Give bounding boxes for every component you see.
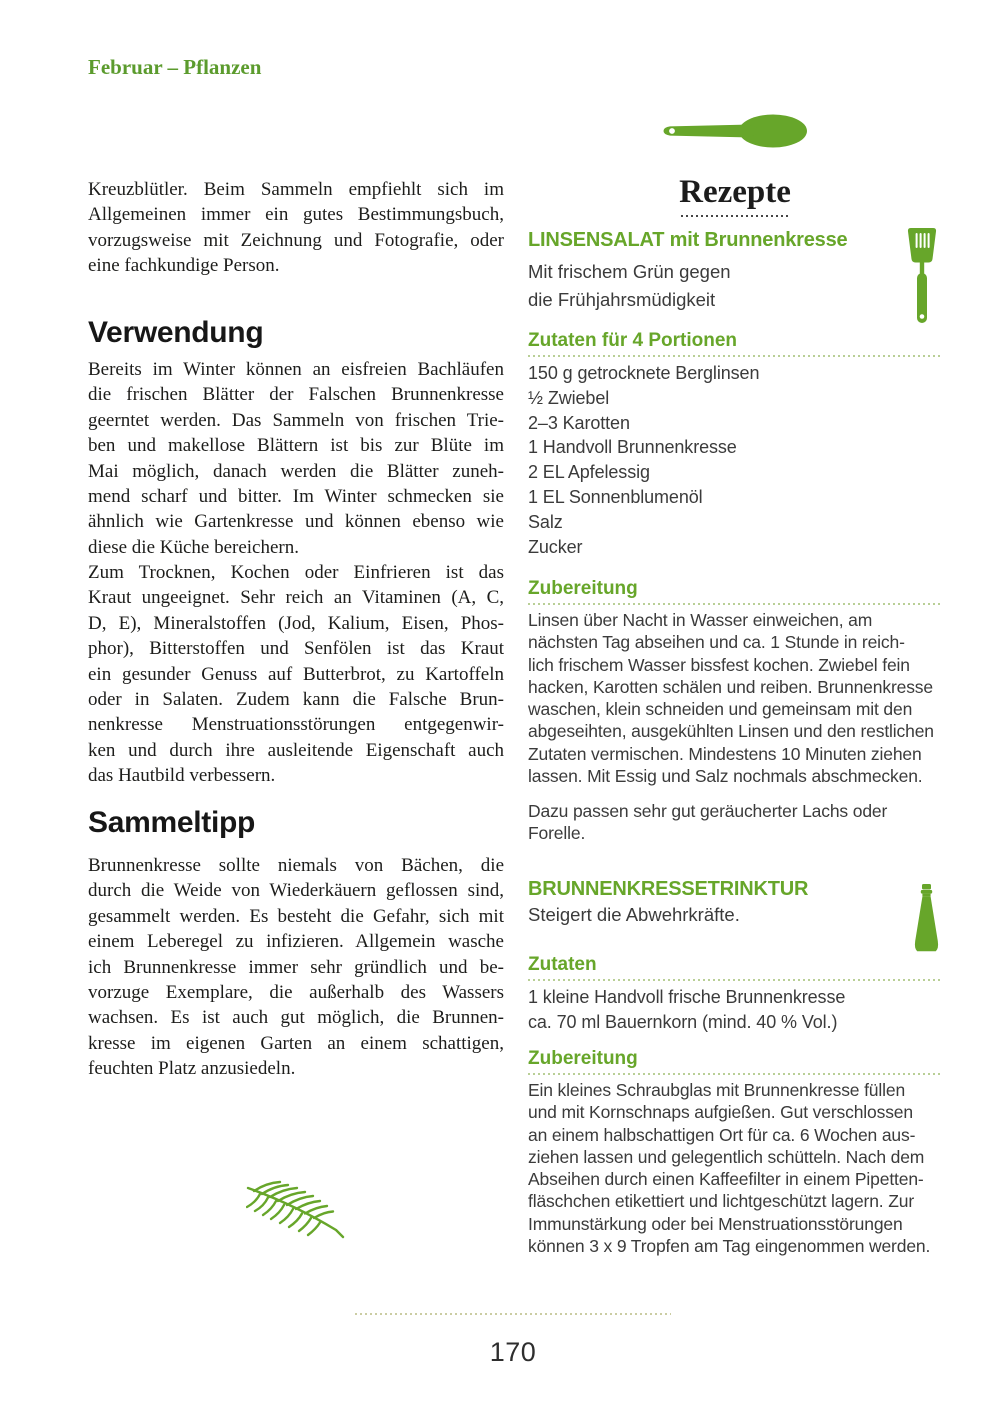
preparation-rule-1 — [528, 603, 942, 605]
text-line: Linsen über Nacht in Wasser einweichen, am — [528, 610, 873, 630]
preparation-text-1 — [528, 609, 942, 787]
text-line: ken und durch ihre ausleitende Eigenschaft auch — [88, 739, 504, 761]
text-line: nenkresse Menstruationsstörungen entgegenwir- — [88, 714, 504, 736]
text-line: Zum Trocknen, Kochen oder Einfrieren ist das — [88, 562, 504, 583]
preparation-heading-1: Zubereitung — [528, 578, 638, 599]
text-line: die Frühjahrsmüdigkeit — [528, 289, 716, 310]
text-line: 150 g getrocknete Berglinsen — [528, 363, 760, 383]
text-line: einem Leberegel zu infizieren. Allgemein wasche — [88, 931, 504, 953]
text-line: Zucker — [528, 536, 583, 557]
recipe-subtitle-tinktur: Steigert die Abwehrkräfte. — [528, 904, 740, 925]
text-line: Mit frischem Grün gegen — [528, 261, 731, 282]
text-line: 2–3 Karotten — [528, 412, 630, 433]
text-line: 1 kleine Handvoll frische Brunnenkresse — [528, 987, 846, 1007]
ingredients-rule-2 — [528, 979, 942, 981]
ingredients-rule-1 — [528, 355, 942, 357]
text-line: ein gesunder Genuss auf Butterbrot, zu Kartoffeln — [88, 663, 504, 685]
recipe-name-tinktur: BRUNNENKRESSETRINKTUR — [528, 878, 809, 900]
text-line: Mai möglich, danach werden die Blätter zuneh- — [88, 460, 504, 482]
text-line: fläschchen etikettiert und lichtgeschützt lagern. Zur — [528, 1191, 915, 1212]
section-heading-sammeltipp: Sammeltipp — [88, 806, 256, 839]
text-line: abgeseihten, ausgekühlten Linsen und den restlichen — [528, 721, 934, 742]
text-line: Bereits im Winter können an eisfreien Bachläufen — [88, 359, 504, 380]
section-heading-verwendung: Verwendung — [88, 316, 264, 349]
text-line: nächsten Tag abseihen und ca. 1 Stunde in reich- — [528, 632, 905, 653]
text-line: 1 Handvoll Brunnenkresse — [528, 437, 737, 458]
text-line: phor), Bitterstoffen und Senfölen ist das Kraut — [88, 638, 504, 660]
text-line: Kreuzblütler. Beim Sammeln empfiehlt sich im — [88, 179, 504, 200]
spoon-icon — [660, 114, 808, 148]
text-line: Dazu passen sehr gut geräucherter Lachs oder — [528, 801, 888, 821]
text-line: ich Brunnenkresse immer sehr gründlich und be- — [88, 956, 504, 978]
text-line: die frischen Blätter der Falschen Brunnenkresse — [88, 384, 504, 406]
text-line: oder in Salaten. Zudem kann die Falsche Brun- — [88, 689, 504, 711]
text-line: waschen, klein schneiden und gemeinsam mit den — [528, 699, 913, 720]
text-line: diese die Küche bereichern. — [88, 536, 300, 558]
text-line: hacken, Karotten schälen und reiben. Brunnenkresse — [528, 676, 933, 697]
text-line: Kraut ungeeignet. Sehr reich an Vitaminen (A, C, — [88, 587, 504, 609]
verwendung-paragraph-1 — [88, 357, 504, 560]
text-line: vorzugsweise mit Zeichnung und Fotografie, oder — [88, 229, 504, 251]
text-line: das Hautbild verbessern. — [88, 765, 276, 787]
serving-note — [528, 800, 942, 845]
text-line: ähnlich wie Gartenkresse und können ebenso wie — [88, 511, 504, 533]
text-line: feuchten Platz anzusiedeln. — [88, 1058, 296, 1080]
intro-paragraph — [88, 177, 504, 279]
recipes-title-underline — [681, 215, 789, 217]
text-line: lassen. Mit Essig und Salz nochmals abschmecken. — [528, 766, 923, 787]
recipe-subtitle-linsensalat — [528, 258, 888, 314]
ingredients-list-2 — [528, 985, 942, 1035]
text-line: können 3 x 9 Tropfen am Tag eingenommen werden. — [528, 1236, 931, 1257]
text-line: ziehen lassen und gelegentlich schütteln. Nach dem — [528, 1146, 925, 1167]
text-line: Brunnenkresse sollte niemals von Bächen, die — [88, 855, 504, 876]
ingredients-heading-2: Zutaten — [528, 954, 597, 975]
text-line: eine fachkundige Person. — [88, 255, 280, 277]
fern-branch-icon — [246, 1180, 346, 1244]
preparation-text-2 — [528, 1079, 942, 1257]
page-header: Februar – Pflanzen — [88, 55, 262, 79]
text-line: Allgemeinen immer ein gutes Bestimmungsbuch, — [88, 204, 504, 226]
text-line: 1 EL Sonnenblumenöl — [528, 486, 703, 507]
text-line: geerntet werden. Das Sammeln von frischen Trie- — [88, 409, 504, 431]
spatula-icon — [906, 228, 938, 324]
text-line: lich frischem Wasser bissfest kochen. Zwiebel fein — [528, 654, 910, 675]
text-line: kresse im eigenen Garten an einem schattigen, — [88, 1032, 504, 1054]
text-line: vorzuge Exemplare, die außerhalb des Wassers — [88, 982, 504, 1004]
text-line: Abseihen durch einen Kaffeefilter in einem Pipetten- — [528, 1169, 924, 1190]
text-line: D, E), Mineralstoffen (Jod, Kalium, Eisen, Phos- — [88, 612, 504, 634]
ingredients-list-1 — [528, 361, 942, 559]
text-line: durch die Weide von Wiederkäuern geflossen sind, — [88, 880, 504, 902]
bottle-icon — [912, 884, 941, 962]
text-line: Salz — [528, 511, 563, 532]
recipes-title: Rezepte — [679, 174, 791, 210]
page-number: 170 — [489, 1337, 537, 1367]
text-line: Immunstärkung oder bei Menstruationsstörungen — [528, 1213, 903, 1234]
ingredients-heading-1: Zutaten für 4 Portionen — [528, 330, 737, 351]
text-line: Zutaten vermischen. Mindestens 10 Minuten ziehen — [528, 743, 922, 764]
text-line: mend scharf und bitter. Im Winter schmecken sie — [88, 486, 504, 508]
text-line: ½ Zwiebel — [528, 387, 610, 408]
text-line: Forelle. — [528, 823, 586, 844]
text-line: Ein kleines Schraubglas mit Brunnenkresse füllen — [528, 1080, 906, 1100]
footer-rule — [355, 1313, 671, 1315]
recipe-name-linsensalat: LINSENSALAT mit Brunnenkresse — [528, 229, 848, 251]
text-line: gesammelt werden. Es besteht die Gefahr, sich mit — [88, 905, 504, 927]
text-line: ben und makellose Blättern ist bis zur Blüte im — [88, 435, 504, 457]
text-line: ca. 70 ml Bauernkorn (mind. 40 % Vol.) — [528, 1011, 838, 1032]
preparation-heading-2: Zubereitung — [528, 1048, 638, 1069]
preparation-rule-2 — [528, 1073, 942, 1075]
text-line: und mit Kornschnaps aufgießen. Gut verschlossen — [528, 1102, 913, 1123]
text-line: 2 EL Apfelessig — [528, 462, 650, 483]
text-line: wachsen. Es ist auch gut möglich, die Brunnen- — [88, 1007, 504, 1029]
sammeltipp-paragraph — [88, 853, 504, 1082]
text-line: an einem halbschattigen Ort für ca. 6 Wochen aus- — [528, 1124, 916, 1145]
verwendung-paragraph-2 — [88, 560, 504, 789]
